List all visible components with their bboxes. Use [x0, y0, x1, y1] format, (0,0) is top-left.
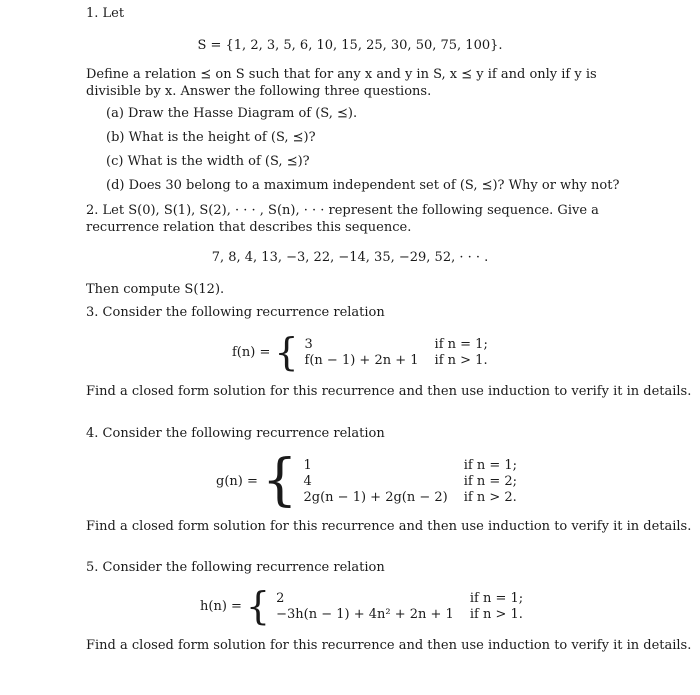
q3-number: 3. — [86, 305, 99, 320]
q4-cases — [304, 458, 518, 505]
q3-piecewise — [232, 330, 488, 374]
q4-case-1-expr: 1 — [303, 457, 312, 473]
q5-lhs: h(n) = — [200, 598, 242, 614]
q5-task: Find a closed form solution for this recurrence and then use induction to verify it in details. — [86, 638, 692, 653]
q3-lhs: f(n) = — [232, 344, 271, 360]
q3-case-1-expr: 3 — [304, 336, 313, 352]
q2-number: 2. — [86, 203, 99, 218]
q5-piecewise — [200, 584, 524, 628]
q3-heading — [86, 305, 385, 320]
q4-heading — [86, 426, 385, 441]
q1-part-d — [106, 178, 619, 193]
q1-part-c-text: What is the width of (S, ⪯)? — [127, 154, 310, 169]
q3-case-1-cond: if n = 1; — [434, 336, 488, 352]
q5-case-2-expr: −3h(n − 1) + 4n² + 2n + 1 — [276, 606, 454, 622]
q5-case-2-cond: if n > 1. — [469, 606, 523, 622]
q4-piecewise — [216, 448, 518, 513]
q1-definition: Define a relation ⪯ on S such that for any x and y in S, x ⪯ y if and only if y is divisible by x. Answer the following three questions. — [86, 67, 597, 99]
q4-number: 4. — [86, 426, 99, 441]
q5-cases — [276, 591, 523, 622]
q2-followup: Then compute S(12). — [86, 282, 225, 297]
q2-body: Let S(0), S(1), S(2), · · · , S(n), · · · represent the following sequence. Give a recurrence relation that describes this sequence. — [86, 203, 599, 235]
q4-case-1-cond: if n = 1; — [463, 457, 518, 473]
q1-part-a-label: (a) — [106, 106, 124, 121]
q2-text — [86, 202, 661, 236]
q5-case-1-expr: 2 — [276, 590, 285, 606]
q3-cases — [305, 337, 488, 368]
q5-case-1-cond: if n = 1; — [469, 590, 524, 606]
q1-set-equation: S = {1, 2, 3, 5, 6, 10, 15, 25, 30, 50, 75, 100}. — [197, 38, 503, 53]
q4-case-3-expr: 2g(n − 1) + 2g(n − 2) — [303, 489, 448, 505]
q4-case-3-cond: if n > 2. — [463, 489, 517, 505]
q5-brace: { — [245, 584, 271, 628]
q4-brace: { — [261, 448, 298, 513]
q1-part-a — [106, 106, 357, 121]
q1-part-d-text: Does 30 belong to a maximum independent set of (S, ⪯)? Why or why not? — [128, 178, 620, 193]
q5-intro: Consider the following recurrence relation — [102, 560, 385, 575]
q1-part-d-label: (d) — [106, 178, 125, 193]
q5-heading — [86, 560, 385, 575]
q1-part-b-label: (b) — [106, 130, 125, 145]
q1-lead: Let — [102, 6, 125, 21]
q1-part-b — [106, 130, 316, 145]
q1-number: 1. — [86, 6, 99, 21]
q4-intro: Consider the following recurrence relation — [102, 426, 385, 441]
q1-heading — [86, 6, 124, 21]
q4-task: Find a closed form solution for this recurrence and then use induction to verify it in details. — [86, 519, 692, 534]
q1-part-a-text: Draw the Hasse Diagram of (S, ⪯). — [128, 106, 358, 121]
q1-part-c-label: (c) — [106, 154, 124, 169]
q1-part-b-text: What is the height of (S, ⪯)? — [128, 130, 316, 145]
q2-sequence: 7, 8, 4, 13, −3, 22, −14, 35, −29, 52, · · · . — [211, 250, 489, 265]
q5-number: 5. — [86, 560, 99, 575]
q4-case-2-expr: 4 — [303, 473, 312, 489]
q3-intro: Consider the following recurrence relation — [102, 305, 385, 320]
q3-brace: { — [274, 330, 299, 374]
q3-case-2-expr: f(n − 1) + 2n + 1 — [304, 352, 419, 368]
q4-lhs: g(n) = — [216, 473, 258, 489]
q4-case-2-cond: if n = 2; — [463, 473, 518, 489]
q1-part-c — [106, 154, 310, 169]
q3-task: Find a closed form solution for this recurrence and then use induction to verify it in details. — [86, 384, 692, 399]
q3-case-2-cond: if n > 1. — [434, 352, 488, 368]
